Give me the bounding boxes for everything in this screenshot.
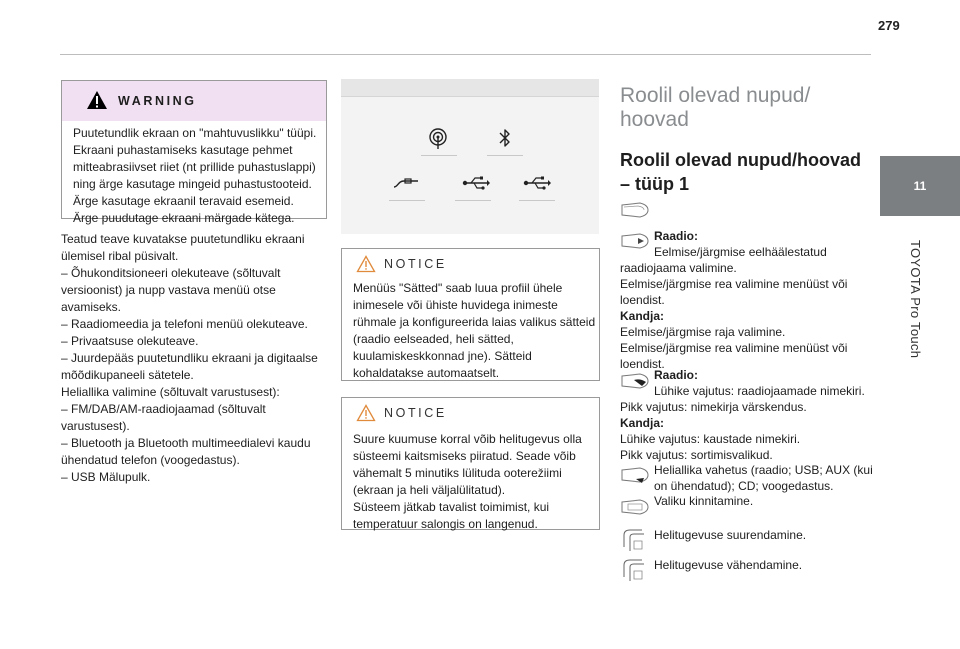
text-line: mitteabrasiivset riiet (nt prillide puhastuslappi): [73, 160, 316, 174]
text-line: Menüüs "Sätted" saab luua profiil ühele: [353, 281, 563, 295]
volume-up-block: Helitugevuse suurendamine.: [654, 528, 807, 542]
notice-triangle-icon: [356, 255, 376, 273]
volume-lever-icon: [620, 527, 650, 553]
text-line: versioonist) ja nupp vastava menüü otse: [61, 283, 276, 297]
icon-underline: [487, 155, 523, 156]
text-line: – Bluetooth ja Bluetooth multimeedialevi kaudu: [61, 436, 311, 450]
heading-line: Roolil olevad nupud/hoovad: [620, 150, 861, 170]
heading-line: – tüüp 1: [620, 174, 690, 194]
text-line: Eelmise/järgmise rea valimine menüüst või: [620, 277, 848, 291]
text-line: Heliallika vahetus (raadio; USB; AUX (kui: [654, 463, 873, 477]
title-line: hoovad: [620, 108, 689, 131]
text-line: Süsteem jätkab tavalist toimimist, kui: [353, 500, 550, 514]
source-block: [654, 462, 874, 494]
section-title: [620, 84, 860, 132]
steering-control-icon: [620, 201, 650, 219]
text-line: Pikk vajutus: nimekirja värskendus.: [620, 400, 807, 414]
text-line: Pikk vajutus: sortimisvalikud.: [620, 448, 773, 462]
icon-underline: [519, 200, 555, 201]
header-rule: [60, 54, 871, 55]
notice-title: NOTICE: [384, 406, 447, 420]
text-line: Lühike vajutus: raadiojaamade nimekiri.: [654, 384, 865, 398]
text-line: Ärge kasutage ekraanil teravaid esemeid.: [73, 194, 294, 208]
text-line: süsteemi kaitsmiseks piiratud. Seade võib: [353, 449, 576, 463]
chapter-tab: [880, 156, 960, 216]
notice-text: [353, 280, 598, 382]
chapter-number: 11: [913, 179, 927, 193]
radio-broadcast-icon: [426, 127, 450, 151]
text-line: – USB Mälupulk.: [61, 470, 151, 484]
text-line: – FM/DAB/AM-raadiojaamad (sõltuvalt: [61, 402, 266, 416]
warning-header: [62, 81, 326, 121]
text-line: ning ärge kasutage mingeid puhastustooteid.: [73, 177, 312, 191]
text-line: (ekraan ja heli väljalülitatud).: [353, 483, 506, 497]
text-line: Puutetundlik ekraan on "mahtuvuslikku" tüüpi.: [73, 126, 317, 140]
steering-control-icon: [620, 498, 650, 518]
warning-text: [73, 125, 323, 227]
notice-text: [353, 431, 598, 533]
info-text: [61, 231, 333, 486]
text-line: rühmale ja konfigureerida laias valikus sätteid: [353, 315, 596, 329]
text-line: Eelmise/järgmise eelhäälestatud: [654, 245, 827, 259]
text-line: Eelmise/järgmise raja valimine.: [620, 325, 786, 339]
icon-underline: [389, 200, 425, 201]
volume-down-block: Helitugevuse vähendamine.: [654, 558, 803, 572]
text-line: Heliallika valimine (sõltuvalt varustusest):: [61, 385, 280, 399]
text-line: loendist.: [620, 293, 665, 307]
label: Kandja:: [620, 309, 665, 323]
notice-box: [341, 248, 600, 381]
text-line: ühendatud telefon (voogedastus).: [61, 453, 240, 467]
label: Raadio:: [654, 229, 699, 243]
text-line: inimesele või ühiste huvidega inimeste: [353, 298, 558, 312]
warning-title: WARNING: [118, 94, 197, 108]
text-line: mõõdikupaneeli sätetele.: [61, 368, 194, 382]
title-line: Roolil olevad nupud/: [620, 84, 811, 107]
text-line: – Raadiomeedia ja telefoni menüü olekuteave.: [61, 317, 308, 331]
text-line: Lühike vajutus: kaustade nimekiri.: [620, 432, 801, 446]
text-line: – Juurdepääs puutetundliku ekraani ja digitaalse: [61, 351, 318, 365]
confirm-block: Valiku kinnitamine.: [654, 494, 754, 508]
label: Raadio:: [654, 368, 699, 382]
icon-underline: [421, 155, 457, 156]
text-line: – Privaatsuse olekuteave.: [61, 334, 199, 348]
text-line: (raadio eelseaded, heli sätted,: [353, 332, 514, 346]
text-line: temperatuur salongis on langenud.: [353, 517, 538, 531]
text-line: Eelmise/järgmise rea valimine menüüst või: [620, 341, 848, 355]
text-line: Teatud teave kuvatakse puutetundliku ekraani: [61, 232, 305, 246]
text-line: kohaldatakse automaatselt.: [353, 366, 500, 380]
text-line: avamiseks.: [61, 300, 122, 314]
text-line: – Õhukonditsioneeri olekuteave (sõltuvalt: [61, 266, 281, 280]
radio-media-block: [620, 228, 870, 372]
text-line: kuulamiskeskkonnad jne). Sätteid: [353, 349, 532, 363]
label: Kandja:: [620, 416, 665, 430]
notice-triangle-icon: [356, 404, 376, 422]
text-line: loendist.: [620, 357, 665, 371]
icon-underline: [455, 200, 491, 201]
page-number: 279: [878, 18, 900, 33]
section-heading: [620, 148, 880, 196]
notice-box: [341, 397, 600, 530]
text-line: varustusest).: [61, 419, 130, 433]
chapter-title: TOYOTA Pro Touch: [908, 240, 923, 359]
notice-title: NOTICE: [384, 257, 447, 271]
aux-cable-icon: [392, 177, 422, 191]
text-line: on ühendatud); CD; voogedastus.: [654, 479, 834, 493]
warning-triangle-icon: [86, 90, 108, 110]
text-line: Ärge puudutage ekraani märgade kätega.: [73, 211, 295, 225]
bluetooth-icon: [496, 126, 514, 150]
list-block: [620, 367, 870, 463]
warning-box: [61, 80, 327, 225]
volume-lever-icon: [620, 557, 650, 583]
text-line: raadiojaama valimine.: [620, 261, 737, 275]
usb-icon: [522, 175, 552, 191]
text-line: vähemalt 5 minutiks lülituda ooterežiimi: [353, 466, 562, 480]
text-line: Ekraani puhastamiseks kasutage pehmet: [73, 143, 293, 157]
screen-top-bar: [341, 79, 599, 97]
text-line: Suure kuumuse korral võib helitugevus olla: [353, 432, 582, 446]
text-line: ülemisel ribal püsivalt.: [61, 249, 179, 263]
usb-icon: [461, 175, 491, 191]
screen-illustration: [341, 79, 599, 234]
steering-control-icon: [620, 466, 650, 486]
